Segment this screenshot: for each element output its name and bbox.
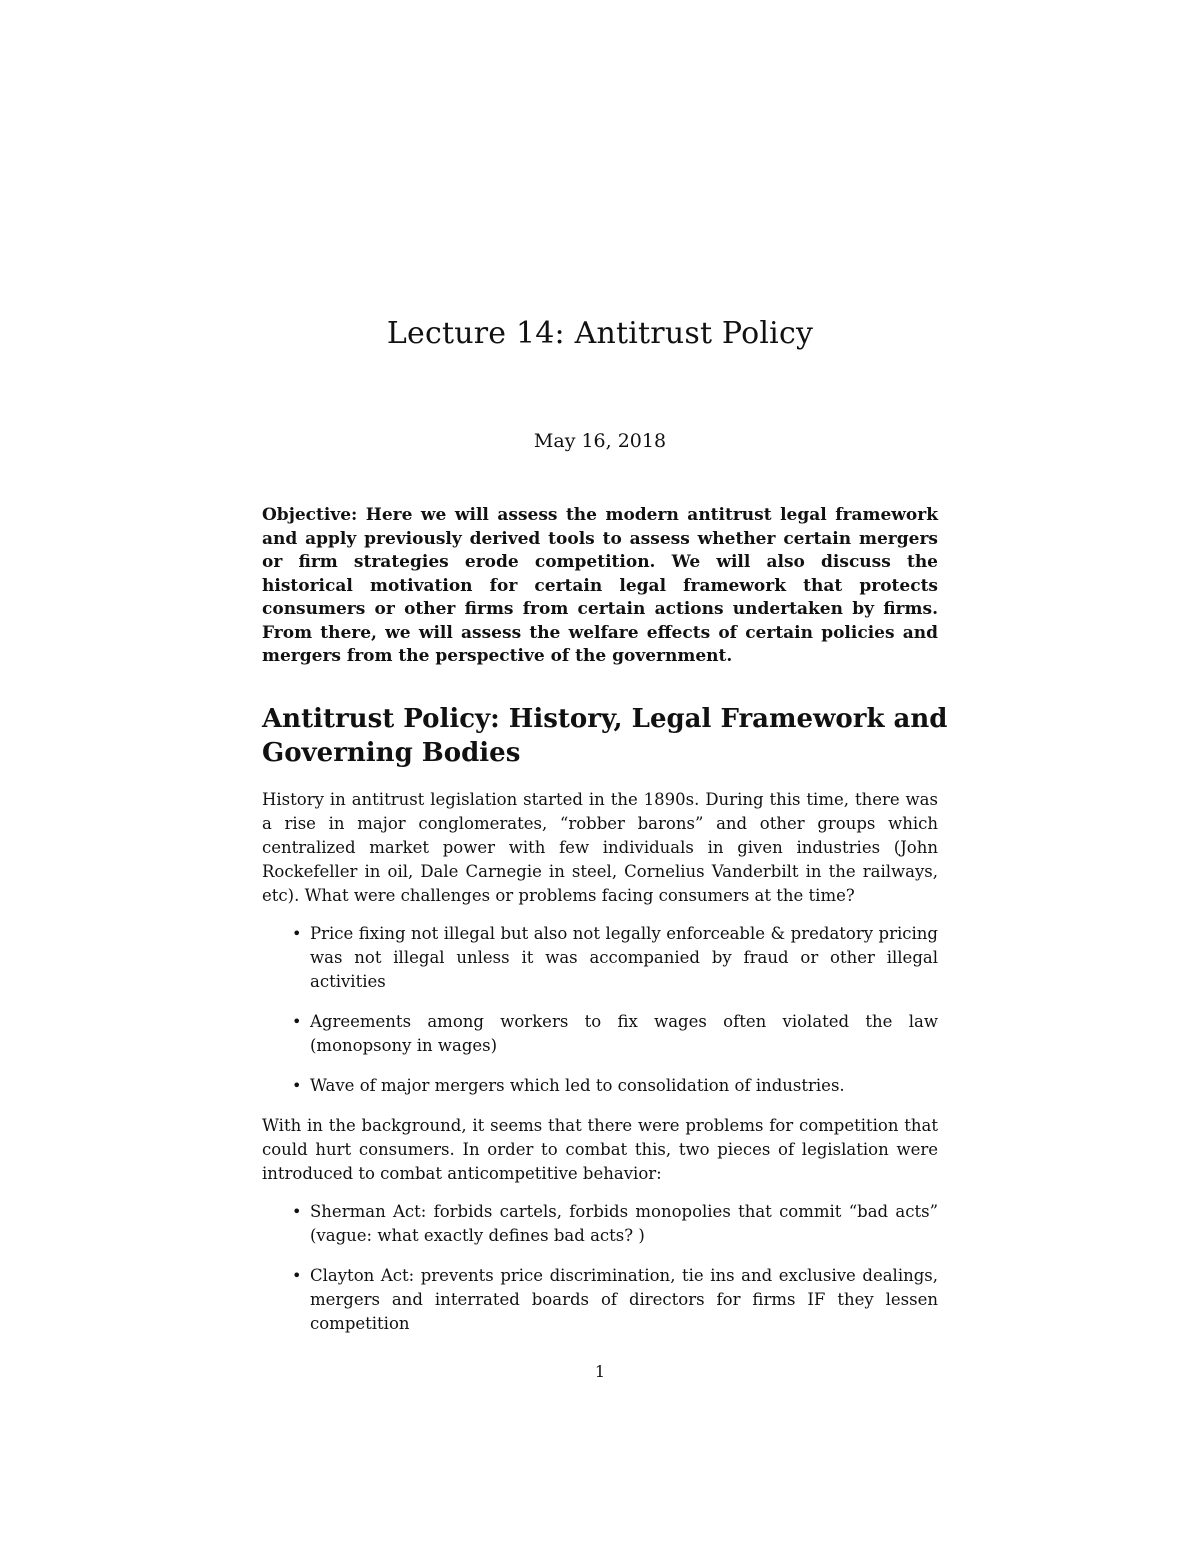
document-title: Lecture 14: Antitrust Policy <box>386 316 814 351</box>
paragraph-history: History in antitrust legislation started in the 1890s. During this time, there was a rise in major conglomerates, “robber barons” and other groups which centralized market power with few individuals in given industries (John Rockefeller in oil, Dale Carnegie in steel, Cornelius Vanderbilt in the railways, etc). What were challenges or problems facing consumers at the time? <box>262 790 938 905</box>
list-item <box>262 1074 938 1098</box>
section-body <box>262 788 938 1352</box>
list-item <box>262 1200 938 1248</box>
bullet-icon: • <box>292 1076 302 1095</box>
list-item-text: Agreements among workers to fix wages often violated the law (monopsony in wages) <box>310 1012 938 1055</box>
document-date: May 16, 2018 <box>533 430 667 452</box>
list-item-text: Clayton Act: prevents price discrimination, tie ins and exclusive dealings, mergers and interrated boards of directors for firms IF they lessen competition <box>310 1266 938 1333</box>
bullet-icon: • <box>292 1266 302 1285</box>
list-item <box>262 922 938 994</box>
legislation-list <box>262 1200 938 1336</box>
list-item-text: Wave of major mergers which led to consolidation of industries. <box>310 1076 845 1095</box>
bullet-icon: • <box>292 1012 302 1031</box>
problems-list <box>262 922 938 1098</box>
list-item <box>262 1010 938 1058</box>
abstract-objective: Objective: Here we will assess the modern antitrust legal framework and apply previously derived tools to assess whether certain mergers or firm strategies erode competition. We will also discuss the historical motivation for certain legal framework that protects consumers or other firms from certain actions undertaken by firms. From there, we will assess the welfare effects of certain policies and mergers from the perspective of the government. <box>262 505 938 666</box>
paragraph-legislation: With in the background, it seems that there were problems for competition that could hurt consumers. In order to combat this, two pieces of legislation were introduced to combat anticompetitive behavior: <box>262 1116 938 1183</box>
list-item-text: Sherman Act: forbids cartels, forbids monopolies that commit “bad acts” (vague: what exactly defines bad acts? ) <box>310 1202 938 1245</box>
page-number: 1 <box>594 1362 606 1381</box>
list-item <box>262 1264 938 1336</box>
section-heading: Antitrust Policy: History, Legal Framework and Governing Bodies <box>262 704 948 768</box>
bullet-icon: • <box>292 924 302 943</box>
list-item-text: Price fixing not illegal but also not legally enforceable & predatory pricing was not illegal unless it was accompanied by fraud or other illegal activities <box>310 924 938 991</box>
bullet-icon: • <box>292 1202 302 1221</box>
